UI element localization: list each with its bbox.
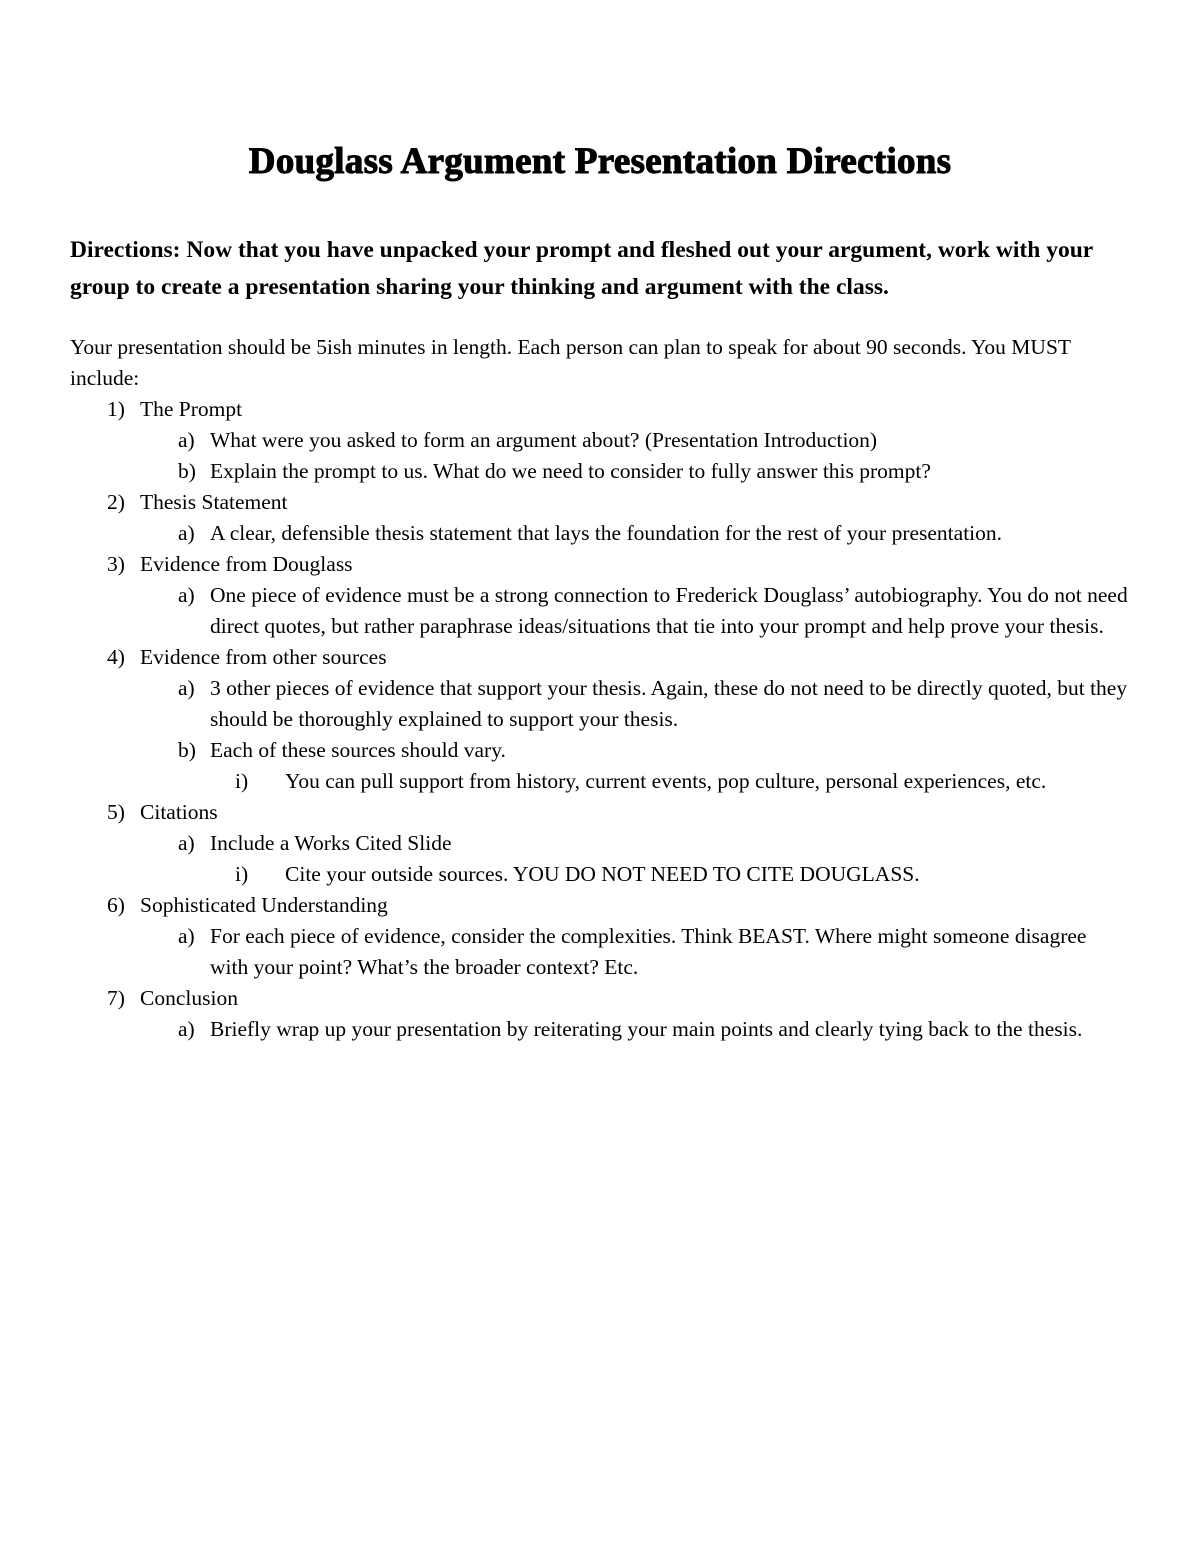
list-item-7: [70, 983, 1130, 1014]
list-marker: 4): [107, 644, 125, 669]
intro-label: Directions:: [70, 236, 181, 263]
list-marker: 6): [107, 892, 125, 917]
list-marker: 5): [107, 799, 125, 824]
list-marker: i): [235, 861, 249, 886]
list-marker: a): [178, 582, 195, 607]
intro-text: Now that you have unpacked your prompt and fleshed out your argument, work with your group to create a presentation sharing your thinking and argument with the class.: [70, 236, 1093, 300]
sub-item-5a: [70, 828, 1130, 859]
list-marker: i): [235, 768, 249, 793]
list-item-5: [70, 797, 1130, 828]
sub-item-2a: [70, 518, 1130, 549]
list-item-text: Cite your outside sources. YOU DO NOT NEED TO CITE DOUGLASS.: [285, 861, 920, 886]
list-marker: a): [178, 427, 195, 452]
list-item-4: [70, 642, 1130, 673]
list-item-text: Each of these sources should vary.: [210, 737, 506, 762]
list-marker: a): [178, 830, 195, 855]
list-item-text: Sophisticated Understanding: [140, 892, 388, 917]
list-marker: a): [178, 1016, 195, 1041]
list-item-6: [70, 890, 1130, 921]
sub-item-3a: [70, 580, 1130, 642]
requirements-list: [70, 394, 1130, 1045]
list-marker: a): [178, 675, 195, 700]
list-item-text: Evidence from other sources: [140, 644, 387, 669]
list-item-text: Include a Works Cited Slide: [210, 830, 452, 855]
sub-item-1a: [70, 425, 1130, 456]
sub-item-7a: [70, 1014, 1130, 1045]
list-marker: b): [178, 737, 196, 762]
list-marker: a): [178, 520, 195, 545]
list-item-text: Explain the prompt to us. What do we need to consider to fully answer this prompt?: [210, 458, 931, 483]
overview-paragraph: Your presentation should be 5ish minutes in length. Each person can plan to speak for about 90 seconds. You MUST include:: [70, 334, 1071, 390]
sub-item-6a: [70, 921, 1130, 983]
sub-sub-item-5a-i: [70, 859, 1130, 890]
list-item-1: [70, 394, 1130, 425]
list-item-3: [70, 549, 1130, 580]
list-item-text: What were you asked to form an argument about? (Presentation Introduction): [210, 427, 878, 452]
document-title: Douglass Argument Presentation Directions: [248, 141, 952, 182]
intro-paragraph: [70, 232, 1130, 306]
list-item-text: You can pull support from history, current events, pop culture, personal experiences, etc.: [285, 768, 1047, 793]
list-marker: b): [178, 458, 196, 483]
list-marker: a): [178, 923, 195, 948]
sub-item-4a: [70, 673, 1130, 735]
list-marker: 2): [107, 489, 125, 514]
list-item-text: The Prompt: [140, 396, 243, 421]
list-item-2: [70, 487, 1130, 518]
list-marker: 1): [107, 396, 125, 421]
list-item-text: One piece of evidence must be a strong connection to Frederick Douglass’ autobiography. You do not need direct quotes, but rather paraphrase ideas/situations that tie into your prompt and help prove your thesis.: [210, 582, 1128, 638]
list-item-text: Evidence from Douglass: [140, 551, 353, 576]
list-item-text: Briefly wrap up your presentation by reiterating your main points and clearly tying back to the thesis.: [210, 1016, 1083, 1041]
list-marker: 7): [107, 985, 125, 1010]
list-item-text: Citations: [140, 799, 218, 824]
list-marker: 3): [107, 551, 125, 576]
list-item-text: 3 other pieces of evidence that support your thesis. Again, these do not need to be directly quoted, but they should be thoroughly explained to support your thesis.: [210, 675, 1128, 731]
sub-item-4b: [70, 735, 1130, 766]
sub-sub-item-4b-i: [70, 766, 1130, 797]
list-item-text: A clear, defensible thesis statement that lays the foundation for the rest of your presentation.: [210, 520, 1003, 545]
sub-item-1b: [70, 456, 1130, 487]
list-item-text: Conclusion: [140, 985, 238, 1010]
list-item-text: Thesis Statement: [140, 489, 288, 514]
list-item-text: For each piece of evidence, consider the complexities. Think BEAST. Where might someone disagree with your point? What’s the broader context? Etc.: [210, 923, 1087, 979]
